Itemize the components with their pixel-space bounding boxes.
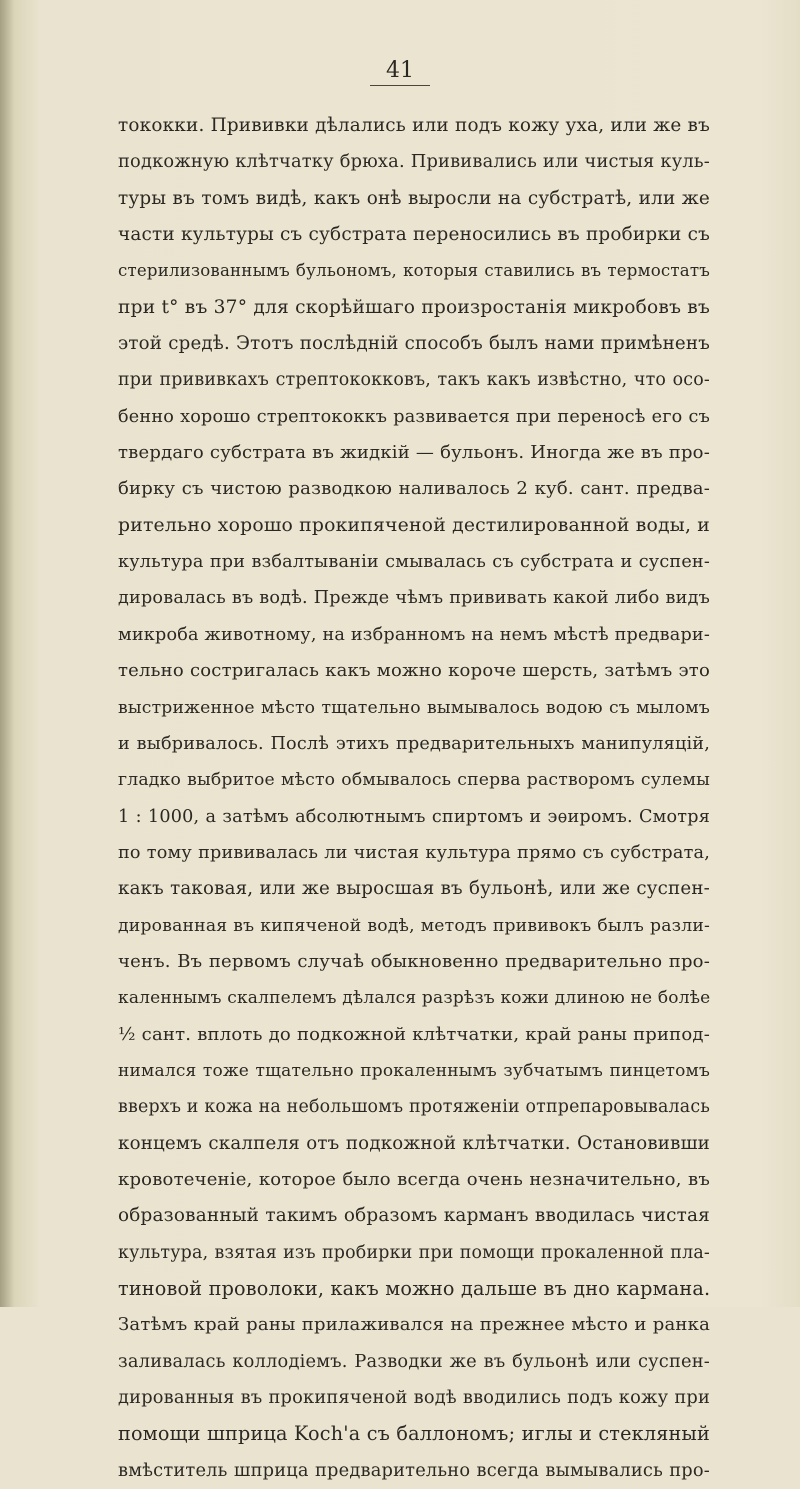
text-line: туры въ томъ видѣ, какъ онѣ выросли на субстратѣ, или же (118, 187, 710, 209)
text-line: по тому прививалась ли чистая культура прямо съ субстрата, (118, 842, 710, 863)
text-line: образованный такимъ образомъ карманъ вводилась чистая (118, 1205, 710, 1227)
text-line: вверхъ и кожа на небольшомъ протяженіи отпрепаровывалась (118, 1097, 710, 1118)
page-number-text: 41 (370, 58, 430, 86)
text-line: дировалась въ водѣ. Прежде чѣмъ прививать какой либо видъ (118, 588, 710, 609)
text-line: вмѣститель шприца предварительно всегда вымывались про- (118, 1459, 710, 1481)
text-line: стерилизованнымъ бульономъ, которыя ставились въ термостатъ (118, 261, 710, 281)
text-line: какъ таковая, или же выросшая въ бульонѣ, или же суспен- (118, 878, 710, 900)
text-line: этой средѣ. Этотъ послѣдній способъ былъ нами примѣненъ (118, 333, 710, 355)
text-line: рительно хорошо прокипяченой дестилированной воды, и (118, 514, 711, 536)
text-line: тиновой проволоки, какъ можно дальше въ дно кармана. (118, 1277, 711, 1300)
text-line: каленнымъ скалпелемъ дѣлался разрѣзъ кожи длиною не болѣе (118, 988, 711, 1009)
text-line: дированная въ кипяченой водѣ, методъ прививокъ былъ разли- (118, 915, 710, 936)
text-line: подкожную клѣтчатку брюха. Прививались или чистыя куль- (118, 151, 710, 173)
text-line: Затѣмъ край раны прилаживался на прежнее мѣсто и ранка (118, 1314, 710, 1336)
text-line: культура, взятая изъ пробирки при помощи прокаленной пла- (118, 1242, 710, 1263)
text-line: бирку съ чистою разводкою наливалось 2 куб. сант. предва- (118, 478, 710, 500)
text-line: выстриженное мѣсто тщательно вымывалось водою съ мыломъ (118, 697, 710, 718)
text-line: помощи шприца Koch'а съ баллономъ; иглы и стекляный (118, 1422, 710, 1446)
text-line: ½ сант. вплоть до подкожной клѣтчатки, край раны припод- (118, 1023, 710, 1045)
text-line: концемъ скалпеля отъ подкожной клѣтчатки. Остановивши (118, 1132, 710, 1154)
text-line: заливалась коллодіемъ. Разводки же въ бульонѣ или суспен- (118, 1350, 710, 1372)
text-line: дированныя въ прокипяченой водѣ вводились подъ кожу при (118, 1387, 710, 1409)
binding-edge-shadow (0, 0, 14, 1307)
body-text (118, 108, 710, 1489)
text-line: нимался тоже тщательно прокаленнымъ зубчатымъ пинцетомъ (118, 1060, 710, 1081)
text-line: тельно состригалась какъ можно короче шерсть, затѣмъ это (118, 660, 710, 682)
page-number (0, 58, 800, 86)
text-line: и выбривалось. Послѣ этихъ предварительныхъ манипуляцій, (118, 733, 710, 754)
text-line: при t° въ 37° для скорѣйшаго произростанія микробовъ въ (118, 296, 710, 318)
text-line: 1 : 1000, а затѣмъ абсолютнымъ спиртомъ и эѳиромъ. Смотря (118, 806, 710, 827)
text-line: части культуры съ субстрата переносились въ пробирки съ (118, 224, 710, 246)
text-line: гладко выбритое мѣсто обмывалось сперва растворомъ сулемы (118, 770, 710, 791)
text-line: бенно хорошо стрептококкъ развивается при переносѣ его съ (118, 406, 710, 427)
text-line: твердаго субстрата въ жидкій — бульонъ. Иногда же въ про- (118, 442, 710, 464)
text-line: микроба животному, на избранномъ на немъ мѣстѣ предвари- (118, 624, 710, 645)
text-line: тококки. Прививки дѣлались или подъ кожу уха, или же въ (118, 115, 710, 136)
text-line: кровотеченіе, которое было всегда очень незначительно, въ (118, 1168, 710, 1190)
text-line: при прививкахъ стрептококковъ, такъ какъ извѣстно, что осо- (118, 370, 710, 391)
text-line: культура при взбалтываніи смывалась съ субстрата и суспен- (118, 552, 710, 573)
text-line: ченъ. Въ первомъ случаѣ обыкновенно предварительно про- (118, 950, 710, 972)
